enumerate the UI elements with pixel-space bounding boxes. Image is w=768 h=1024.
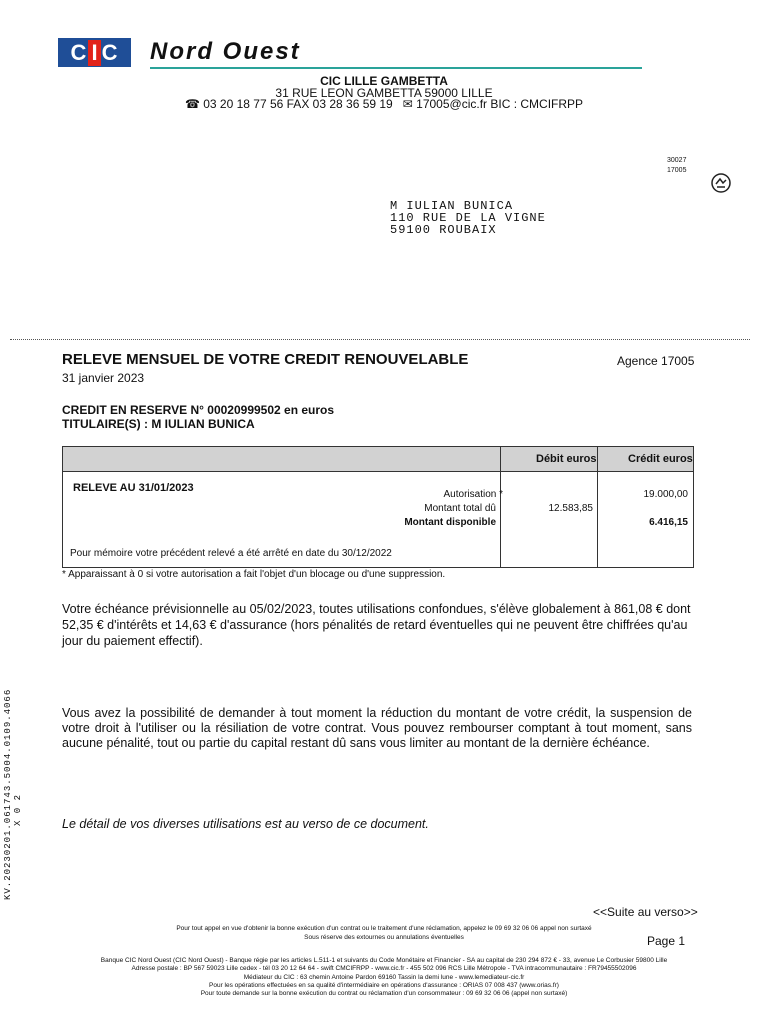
agency-phone-fax: 03 20 18 77 56 FAX 03 28 36 59 19 [203,97,393,111]
table-header [63,447,693,472]
verso-note: Le détail de vos diverses utilisations est au verso de ce document. [62,817,429,831]
continued-label: <<Suite au verso>> [593,905,698,919]
footer-line: Pour toute demande sur la bonne exécution du contrat ou réclamation d'un consommateur : 09 69 32 06 06 (appel non surtaxé) [200,990,568,997]
row-credit: 6.416,15 [649,517,688,528]
phone-icon: ☎ [184,97,200,111]
agency-email-bic: 17005@cic.fr BIC : CMCIFRPP [416,97,584,111]
agency-street: 31 RUE LEON GAMBETTA 59000 LILLE [275,86,493,100]
page-number: Page 1 [647,934,686,948]
side-reference: KV.20230201.061743.5004.0109.4066 X 0 2 [3,688,23,900]
footer-line: Pour tout appel en vue d'obtenir la bonne exécution d'un contrat ou le traitement d'une réclamation, appelez le 09 69 32 06 06 appel non surtaxé [176,925,592,932]
logo-i: I [88,40,100,66]
footer-line: Sous réserve des extournes ou annulations éventuelles [304,934,464,941]
fold-divider [10,339,750,340]
agence-label: Agence 17005 [617,354,695,368]
row-label: Montant total dû [424,503,496,514]
table-memo: Pour mémoire votre précédent relevé a été arrêté en date du 30/12/2022 [70,548,392,559]
rights-paragraph: Vous avez la possibilité de demander à tout moment la réduction du montant de votre crédit, la suspension de votre droit à l'utiliser ou la résiliation de votre contrat. Vous pouvez rembourser comptant à tout moment, sans aucune pénalité, tout ou partie du capital restant dû sans vous limiter au montant de la dernière échéance. [62,706,692,750]
table-footnote: * Apparaissant à 0 si votre autorisation a fait l'objet d'un blocage ou d'une suppression. [62,569,446,580]
row-label: Montant disponible [404,517,496,528]
agency-name: CIC LILLE GAMBETTA [320,74,448,88]
holder-line: TITULAIRE(S) : M IULIAN BUNICA [62,417,255,431]
statement-title: RELEVE MENSUEL DE VOTRE CREDIT RENOUVELABLE [62,351,469,368]
logo-c2: C [101,39,119,65]
column-divider [500,447,501,567]
code-line-1: 30027 [667,157,687,164]
statement-table [62,446,694,568]
brand-rule [150,67,642,69]
envelope-icon: ✉ [402,97,413,111]
row-label: Autorisation * [443,489,503,500]
header-credit: Crédit euros [628,453,693,465]
statement-date: 31 janvier 2023 [62,371,145,385]
recipient-street: 110 RUE DE LA VIGNE [390,211,546,225]
cic-logo [58,38,131,67]
recipient-city: 59100 ROUBAIX [390,223,497,237]
row-credit: 19.000,00 [643,489,688,500]
agency-contact [0,97,768,111]
recipient-name: M IULIAN BUNICA [390,199,514,213]
footer-line: Banque CIC Nord Ouest (CIC Nord Ouest) - Banque régie par les articles L.511-1 et suivants du Code Monétaire et Financier - SA au capital de 230 294 872 € - 33, avenue Le Corbusier 59800 Lille [100,957,668,964]
mail-routing-icon [710,172,732,194]
row-debit: 12.583,85 [548,503,593,514]
footer-line: Pour les opérations effectuées en sa qualité d'intermédiaire en opérations d'assurance : ORIAS 07 008 437 (www.orias.fr) [209,982,559,989]
header-debit: Débit euros [536,453,597,465]
table-section-title: RELEVE AU 31/01/2023 [73,482,194,494]
column-divider [597,447,598,567]
footer-line: Adresse postale : BP 567 59023 Lille cedex - tél 03 20 12 64 64 - swift CMCIFRPP - www.cic.fr - 455 502 096 RCS Lille Métropole - TVA intracommunautaire : FR79455502096 [131,965,637,972]
logo-c1: C [70,39,88,65]
brand-name: Nord Ouest [150,38,301,65]
code-line-2: 17005 [667,167,687,174]
footer-line: Médiateur du CIC : 63 chemin Antoine Pardon 69160 Tassin la demi lune - www.lemediateur-cic.fr [243,974,525,981]
due-date-paragraph: Votre échéance prévisionnelle au 05/02/2023, toutes utilisations confondues, s'élève globalement à 861,08 € dont 52,35 € d'intérêts et 14,63 € d'assurance (hors pénalités de retard éventuelles qui ne peuvent être chiffrées qu'au jour du paiement effectif). [62,602,691,648]
credit-line: CREDIT EN RESERVE N° 00020999502 en euros [62,403,335,417]
